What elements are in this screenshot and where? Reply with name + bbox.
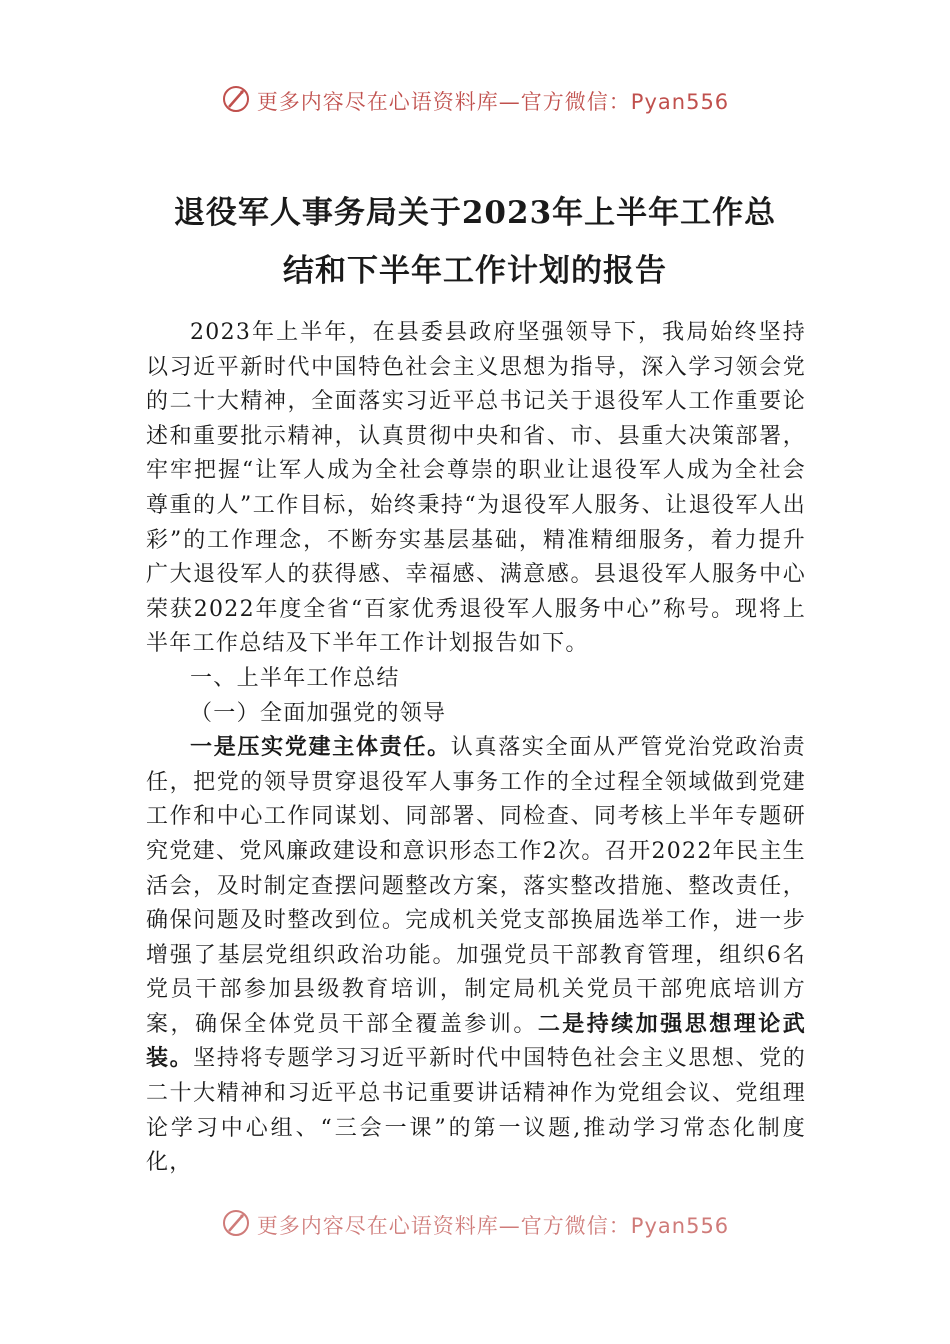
title-line-2: 结和下半年工作计划的报告 <box>283 253 667 289</box>
pen-logo-icon <box>221 1208 251 1238</box>
section-heading-1: 一、上半年工作总结 <box>190 665 400 691</box>
intro-paragraph: 2023年上半年，在县委县政府坚强领导下，我局始终坚持以习近平新时代中国特色社会主义思想为指导，深入学习领会党的二十大精神，全面落实习近平总书记关于退役军人工作重要论述和重要批示精神，认真贯彻中央和省、市、县重大决策部署，牢牢把握“让军人成为全社会尊崇的职业让退役军人成为全社会尊重的人”工作目标，始终秉持“为退役军人服务、让退役军人出彩”的工作理念，不断夯实基层基础，精准精细服务，着力提升广大退役军人的获得感、幸福感、满意感。县退役军人服务中心荣获2022年度全省“百家优秀退役军人服务中心”称号。现将上半年工作总结及下半年工作计划报告如下。 <box>146 320 806 657</box>
watermark-text: 更多内容尽在心语资料库—官方微信：Pyan556 <box>256 90 730 114</box>
body-paragraph <box>146 731 806 1181</box>
point-2-text: 坚持将专题学习习近平新时代中国特色社会主义思想、党的二十大精神和习近平总书记重要讲话精神作为党组会议、党组理论学习中心组、“三会一课”的第一议题,推动学习常态化制度化， <box>146 1046 806 1176</box>
point-2-heading: 二是持续加强思想理论武装。 <box>146 1011 806 1072</box>
document-body <box>146 316 806 1181</box>
watermark-text-footer: 更多内容尽在心语资料库—官方微信：Pyan556 <box>256 1214 730 1238</box>
title-line-1: 退役军人事务局关于2023年上半年工作总 <box>173 195 777 231</box>
pen-logo-icon <box>221 84 251 114</box>
document-title <box>60 184 890 300</box>
point-1-text: 认真落实全面从严管党治党政治责任，把党的领导贯穿退役军人事务工作的全过程全领域做到党建工作和中心工作同谋划、同部署、同检查、同考核上半年专题研究党建、党风廉政建设和意识形态工作2次。召开2022年民主生活会，及时制定查摆问题整改方案，落实整改措施、整改责任，确保问题及时整改到位。完成机关党支部换届选举工作，进一步增强了基层党组织政治功能。加强党员干部教育管理，组织6名党员干部参加县级教育培训，制定局机关党员干部兜底培训方案，确保全体党员干部全覆盖参训。 <box>146 735 806 1037</box>
subsection-heading-1: （一）全面加强党的领导 <box>190 700 447 726</box>
watermark-footer <box>0 1210 950 1240</box>
watermark-header <box>0 86 950 116</box>
point-1-heading: 一是压实党建主体责任。 <box>190 735 451 761</box>
